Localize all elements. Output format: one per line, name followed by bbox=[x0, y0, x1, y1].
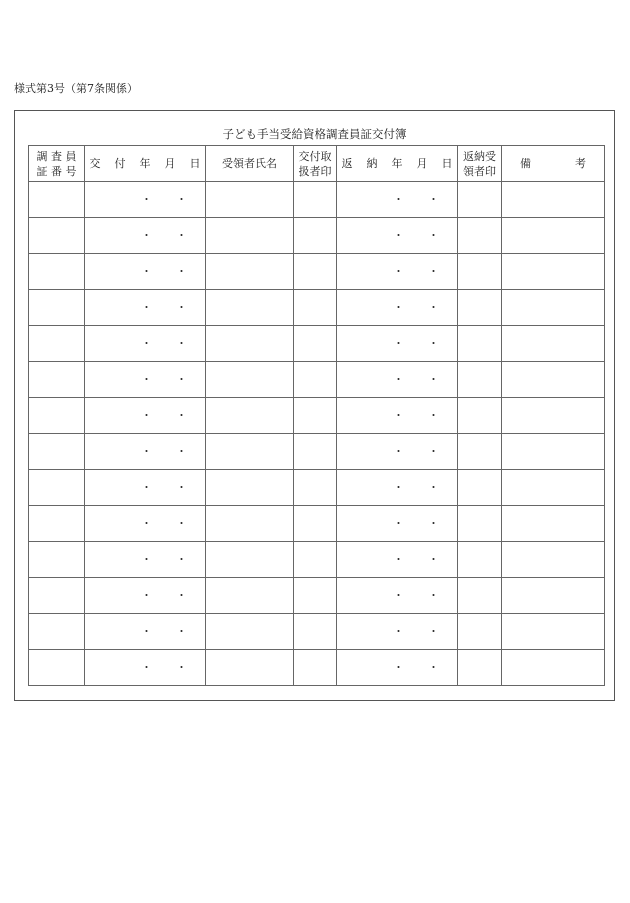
issuer-seal-cell[interactable] bbox=[294, 254, 337, 290]
table-row bbox=[29, 362, 605, 398]
date-separator: ・ bbox=[176, 516, 187, 530]
date-separator: ・ bbox=[428, 660, 439, 674]
table-row bbox=[29, 218, 605, 254]
date-separator: ・ bbox=[141, 480, 152, 494]
date-separator: ・ bbox=[141, 300, 152, 314]
date-separator: ・ bbox=[176, 336, 187, 350]
table-row bbox=[29, 614, 605, 650]
return-date-cell[interactable] bbox=[337, 182, 458, 218]
return-receiver-seal-cell[interactable] bbox=[458, 650, 502, 686]
issue-date-cell[interactable] bbox=[85, 578, 206, 614]
date-separator: ・ bbox=[393, 408, 404, 422]
investigator-id-cell[interactable] bbox=[29, 470, 85, 506]
issue-date-cell[interactable] bbox=[85, 182, 206, 218]
return-receiver-seal-cell[interactable] bbox=[458, 218, 502, 254]
table-row bbox=[29, 254, 605, 290]
return-date-cell[interactable] bbox=[337, 326, 458, 362]
date-separator: ・ bbox=[428, 408, 439, 422]
date-separator: ・ bbox=[141, 444, 152, 458]
recipient-name-cell[interactable] bbox=[206, 218, 294, 254]
date-separator: ・ bbox=[176, 264, 187, 278]
date-separator: ・ bbox=[393, 228, 404, 242]
table-row bbox=[29, 650, 605, 686]
header-issue-date: 交 付 年 月 日 bbox=[85, 146, 206, 182]
return-receiver-seal-cell[interactable] bbox=[458, 470, 502, 506]
remarks-cell[interactable] bbox=[502, 434, 605, 470]
investigator-id-cell[interactable] bbox=[29, 398, 85, 434]
return-receiver-seal-cell[interactable] bbox=[458, 506, 502, 542]
header-return-receiver-seal: 返納受 領者印 bbox=[458, 146, 502, 182]
date-separator: ・ bbox=[141, 372, 152, 386]
date-separator: ・ bbox=[428, 336, 439, 350]
table-row bbox=[29, 398, 605, 434]
return-receiver-seal-cell[interactable] bbox=[458, 326, 502, 362]
issuer-seal-cell[interactable] bbox=[294, 542, 337, 578]
issuer-seal-cell[interactable] bbox=[294, 434, 337, 470]
date-separator: ・ bbox=[141, 228, 152, 242]
issuer-seal-cell[interactable] bbox=[294, 218, 337, 254]
date-separator: ・ bbox=[176, 408, 187, 422]
return-receiver-seal-cell[interactable] bbox=[458, 578, 502, 614]
issue-date-cell[interactable] bbox=[85, 362, 206, 398]
return-receiver-seal-cell[interactable] bbox=[458, 614, 502, 650]
form-number-label: 様式第3号（第7条関係） bbox=[14, 82, 138, 95]
date-separator: ・ bbox=[141, 624, 152, 638]
return-date-cell[interactable] bbox=[337, 290, 458, 326]
return-date-cell[interactable] bbox=[337, 614, 458, 650]
investigator-id-cell[interactable] bbox=[29, 254, 85, 290]
return-date-cell[interactable] bbox=[337, 254, 458, 290]
date-separator: ・ bbox=[393, 444, 404, 458]
investigator-id-cell[interactable] bbox=[29, 614, 85, 650]
date-separator: ・ bbox=[428, 372, 439, 386]
date-separator: ・ bbox=[428, 624, 439, 638]
investigator-id-cell[interactable] bbox=[29, 326, 85, 362]
date-separator: ・ bbox=[393, 336, 404, 350]
date-separator: ・ bbox=[428, 516, 439, 530]
issuer-seal-cell[interactable] bbox=[294, 650, 337, 686]
issuer-seal-cell[interactable] bbox=[294, 578, 337, 614]
return-date-cell[interactable] bbox=[337, 434, 458, 470]
recipient-name-cell[interactable] bbox=[206, 290, 294, 326]
date-separator: ・ bbox=[428, 552, 439, 566]
date-separator: ・ bbox=[393, 660, 404, 674]
date-separator: ・ bbox=[176, 372, 187, 386]
issue-date-cell[interactable] bbox=[85, 434, 206, 470]
recipient-name-cell[interactable] bbox=[206, 506, 294, 542]
date-separator: ・ bbox=[428, 444, 439, 458]
issue-date-cell[interactable] bbox=[85, 650, 206, 686]
date-separator: ・ bbox=[141, 552, 152, 566]
register-frame bbox=[14, 110, 615, 701]
issuer-seal-cell[interactable] bbox=[294, 614, 337, 650]
date-separator: ・ bbox=[393, 624, 404, 638]
issue-date-cell[interactable] bbox=[85, 254, 206, 290]
date-separator: ・ bbox=[428, 588, 439, 602]
remarks-cell[interactable] bbox=[502, 362, 605, 398]
issuer-seal-cell[interactable] bbox=[294, 182, 337, 218]
remarks-cell[interactable] bbox=[502, 542, 605, 578]
header-investigator-id: 調 査 員 証 番 号 bbox=[29, 146, 85, 182]
table-row bbox=[29, 326, 605, 362]
issue-date-cell[interactable] bbox=[85, 542, 206, 578]
date-separator: ・ bbox=[393, 372, 404, 386]
date-separator: ・ bbox=[393, 264, 404, 278]
remarks-cell[interactable] bbox=[502, 398, 605, 434]
date-separator: ・ bbox=[176, 660, 187, 674]
date-separator: ・ bbox=[141, 264, 152, 278]
return-receiver-seal-cell[interactable] bbox=[458, 542, 502, 578]
return-date-cell[interactable] bbox=[337, 578, 458, 614]
investigator-id-cell[interactable] bbox=[29, 542, 85, 578]
recipient-name-cell[interactable] bbox=[206, 470, 294, 506]
recipient-name-cell[interactable] bbox=[206, 614, 294, 650]
return-date-cell[interactable] bbox=[337, 470, 458, 506]
investigator-id-cell[interactable] bbox=[29, 182, 85, 218]
date-separator: ・ bbox=[393, 588, 404, 602]
date-separator: ・ bbox=[141, 192, 152, 206]
remarks-cell[interactable] bbox=[502, 650, 605, 686]
issuer-seal-cell[interactable] bbox=[294, 470, 337, 506]
table-row bbox=[29, 182, 605, 218]
return-receiver-seal-cell[interactable] bbox=[458, 182, 502, 218]
header-remarks: 備 考 bbox=[502, 146, 605, 182]
investigator-id-cell[interactable] bbox=[29, 290, 85, 326]
issue-date-cell[interactable] bbox=[85, 290, 206, 326]
date-separator: ・ bbox=[176, 552, 187, 566]
return-date-cell[interactable] bbox=[337, 506, 458, 542]
date-separator: ・ bbox=[176, 228, 187, 242]
investigator-id-cell[interactable] bbox=[29, 434, 85, 470]
date-separator: ・ bbox=[176, 444, 187, 458]
date-separator: ・ bbox=[428, 228, 439, 242]
date-separator: ・ bbox=[428, 480, 439, 494]
table-row bbox=[29, 578, 605, 614]
date-separator: ・ bbox=[176, 588, 187, 602]
issuer-seal-cell[interactable] bbox=[294, 506, 337, 542]
investigator-id-cell[interactable] bbox=[29, 578, 85, 614]
investigator-id-cell[interactable] bbox=[29, 650, 85, 686]
date-separator: ・ bbox=[141, 660, 152, 674]
remarks-cell[interactable] bbox=[502, 506, 605, 542]
return-date-cell[interactable] bbox=[337, 362, 458, 398]
date-separator: ・ bbox=[141, 336, 152, 350]
date-separator: ・ bbox=[176, 480, 187, 494]
date-separator: ・ bbox=[176, 624, 187, 638]
return-receiver-seal-cell[interactable] bbox=[458, 290, 502, 326]
recipient-name-cell[interactable] bbox=[206, 542, 294, 578]
table-row bbox=[29, 506, 605, 542]
remarks-cell[interactable] bbox=[502, 254, 605, 290]
issue-date-cell[interactable] bbox=[85, 218, 206, 254]
date-separator: ・ bbox=[393, 552, 404, 566]
return-receiver-seal-cell[interactable] bbox=[458, 434, 502, 470]
recipient-name-cell[interactable] bbox=[206, 578, 294, 614]
recipient-name-cell[interactable] bbox=[206, 434, 294, 470]
date-separator: ・ bbox=[176, 300, 187, 314]
date-separator: ・ bbox=[428, 300, 439, 314]
register-table bbox=[28, 145, 605, 686]
header-row bbox=[29, 146, 605, 182]
issue-date-cell[interactable] bbox=[85, 614, 206, 650]
header-issuer-seal: 交付取 扱者印 bbox=[294, 146, 337, 182]
recipient-name-cell[interactable] bbox=[206, 650, 294, 686]
table-row bbox=[29, 434, 605, 470]
investigator-id-cell[interactable] bbox=[29, 362, 85, 398]
issuer-seal-cell[interactable] bbox=[294, 326, 337, 362]
return-date-cell[interactable] bbox=[337, 218, 458, 254]
issuer-seal-cell[interactable] bbox=[294, 398, 337, 434]
remarks-cell[interactable] bbox=[502, 182, 605, 218]
date-separator: ・ bbox=[393, 516, 404, 530]
recipient-name-cell[interactable] bbox=[206, 326, 294, 362]
remarks-cell[interactable] bbox=[502, 326, 605, 362]
remarks-cell[interactable] bbox=[502, 614, 605, 650]
investigator-id-cell[interactable] bbox=[29, 506, 85, 542]
recipient-name-cell[interactable] bbox=[206, 362, 294, 398]
issue-date-cell[interactable] bbox=[85, 326, 206, 362]
date-separator: ・ bbox=[176, 192, 187, 206]
header-recipient-name: 受領者氏名 bbox=[206, 146, 294, 182]
table-row bbox=[29, 542, 605, 578]
remarks-cell[interactable] bbox=[502, 290, 605, 326]
date-separator: ・ bbox=[428, 192, 439, 206]
issue-date-cell[interactable] bbox=[85, 470, 206, 506]
header-return-date: 返 納 年 月 日 bbox=[337, 146, 458, 182]
table-row bbox=[29, 290, 605, 326]
return-date-cell[interactable] bbox=[337, 650, 458, 686]
table-row bbox=[29, 470, 605, 506]
return-receiver-seal-cell[interactable] bbox=[458, 398, 502, 434]
issuer-seal-cell[interactable] bbox=[294, 362, 337, 398]
issue-date-cell[interactable] bbox=[85, 506, 206, 542]
issuer-seal-cell[interactable] bbox=[294, 290, 337, 326]
return-receiver-seal-cell[interactable] bbox=[458, 362, 502, 398]
return-date-cell[interactable] bbox=[337, 398, 458, 434]
date-separator: ・ bbox=[393, 300, 404, 314]
date-separator: ・ bbox=[141, 408, 152, 422]
recipient-name-cell[interactable] bbox=[206, 254, 294, 290]
date-separator: ・ bbox=[141, 516, 152, 530]
date-separator: ・ bbox=[141, 588, 152, 602]
date-separator: ・ bbox=[428, 264, 439, 278]
date-separator: ・ bbox=[393, 192, 404, 206]
remarks-cell[interactable] bbox=[502, 578, 605, 614]
register-title: 子ども手当受給資格調査員証交付簿 bbox=[222, 127, 407, 141]
recipient-name-cell[interactable] bbox=[206, 398, 294, 434]
investigator-id-cell[interactable] bbox=[29, 218, 85, 254]
return-receiver-seal-cell[interactable] bbox=[458, 254, 502, 290]
return-date-cell[interactable] bbox=[337, 542, 458, 578]
issue-date-cell[interactable] bbox=[85, 398, 206, 434]
recipient-name-cell[interactable] bbox=[206, 182, 294, 218]
remarks-cell[interactable] bbox=[502, 218, 605, 254]
date-separator: ・ bbox=[393, 480, 404, 494]
remarks-cell[interactable] bbox=[502, 470, 605, 506]
